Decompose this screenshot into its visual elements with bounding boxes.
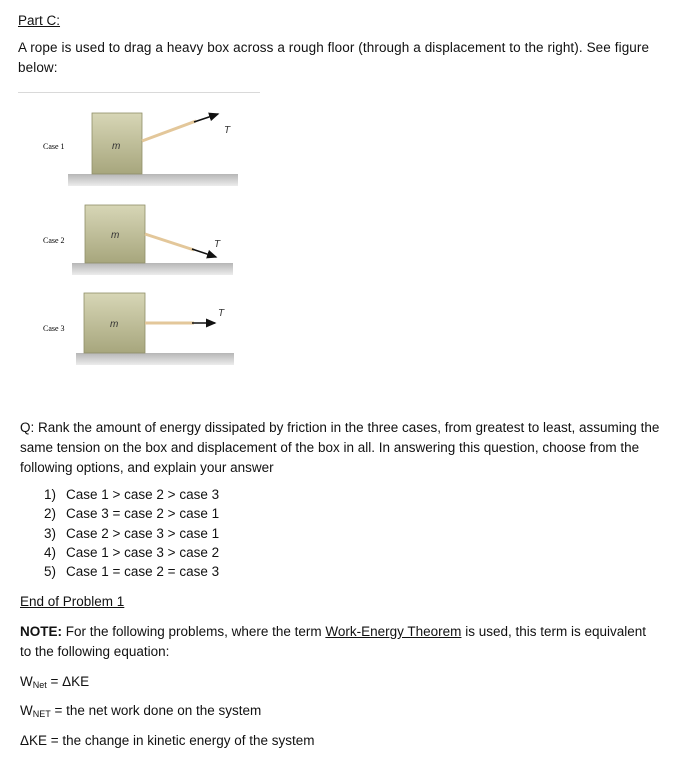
case-2-floor bbox=[72, 263, 233, 275]
note-paragraph: NOTE: For the following problems, where the term Work-Energy Theorem is used, this term is equivalent to the following equation: bbox=[20, 624, 647, 659]
case-1-rope bbox=[142, 121, 196, 141]
case-1-tension: T bbox=[224, 125, 231, 136]
intro-text: A rope is used to drag a heavy box across a rough floor (through a displacement to the right). See figure below: bbox=[18, 40, 650, 75]
option-item: 1) Case 1 > case 2 > case 3 bbox=[44, 487, 220, 502]
divider bbox=[18, 92, 260, 93]
option-item: 5) Case 1 = case 2 = case 3 bbox=[44, 564, 220, 580]
end-of-problem: End of Problem 1 bbox=[20, 594, 125, 609]
case-3-mass: m bbox=[110, 319, 119, 330]
case-3-floor bbox=[76, 353, 234, 365]
equation-wnet-definition: $W_{NET}$ = the net work done on the system bbox=[20, 703, 262, 719]
figure bbox=[0, 95, 300, 380]
case-1-mass: m bbox=[112, 141, 121, 152]
case-3-label: Case 3 bbox=[43, 324, 65, 333]
equation-wnet: $W_{Net} = \Delta KE$ bbox=[20, 674, 90, 690]
case-3-tension: T bbox=[218, 308, 225, 319]
case-1-diagram bbox=[43, 113, 238, 186]
case-3-diagram bbox=[43, 293, 234, 365]
part-title: Part C: bbox=[18, 13, 61, 28]
question-text: Q: Rank the amount of energy dissipated by friction in the three cases, from greatest to least, assuming the same tension on the box and displacement of the box in all. In answering this question, choose from the following options, and explain your answer bbox=[20, 420, 660, 475]
case-1-floor bbox=[68, 174, 238, 186]
note-label: NOTE: bbox=[20, 624, 62, 639]
option-item: 3) Case 2 > case 3 > case 1 bbox=[44, 525, 220, 541]
case-1-label: Case 1 bbox=[43, 142, 65, 151]
case-1-tension-arrow bbox=[194, 114, 218, 122]
option-item: 4) Case 1 > case 3 > case 2 bbox=[44, 544, 220, 560]
case-2-mass: m bbox=[111, 230, 120, 241]
work-energy-theorem-link[interactable]: Work-Energy Theorem bbox=[325, 624, 462, 639]
case-2-diagram bbox=[43, 205, 233, 275]
case-2-label: Case 2 bbox=[43, 236, 65, 245]
equation-dke-definition: ΔKE = the change in kinetic energy of the system bbox=[20, 733, 315, 748]
option-item: 2) Case 3 = case 2 > case 1 bbox=[44, 506, 220, 522]
case-2-rope bbox=[145, 234, 194, 250]
case-2-tension: T bbox=[214, 239, 221, 250]
options-list bbox=[44, 485, 219, 581]
case-2-tension-arrow bbox=[192, 249, 216, 257]
